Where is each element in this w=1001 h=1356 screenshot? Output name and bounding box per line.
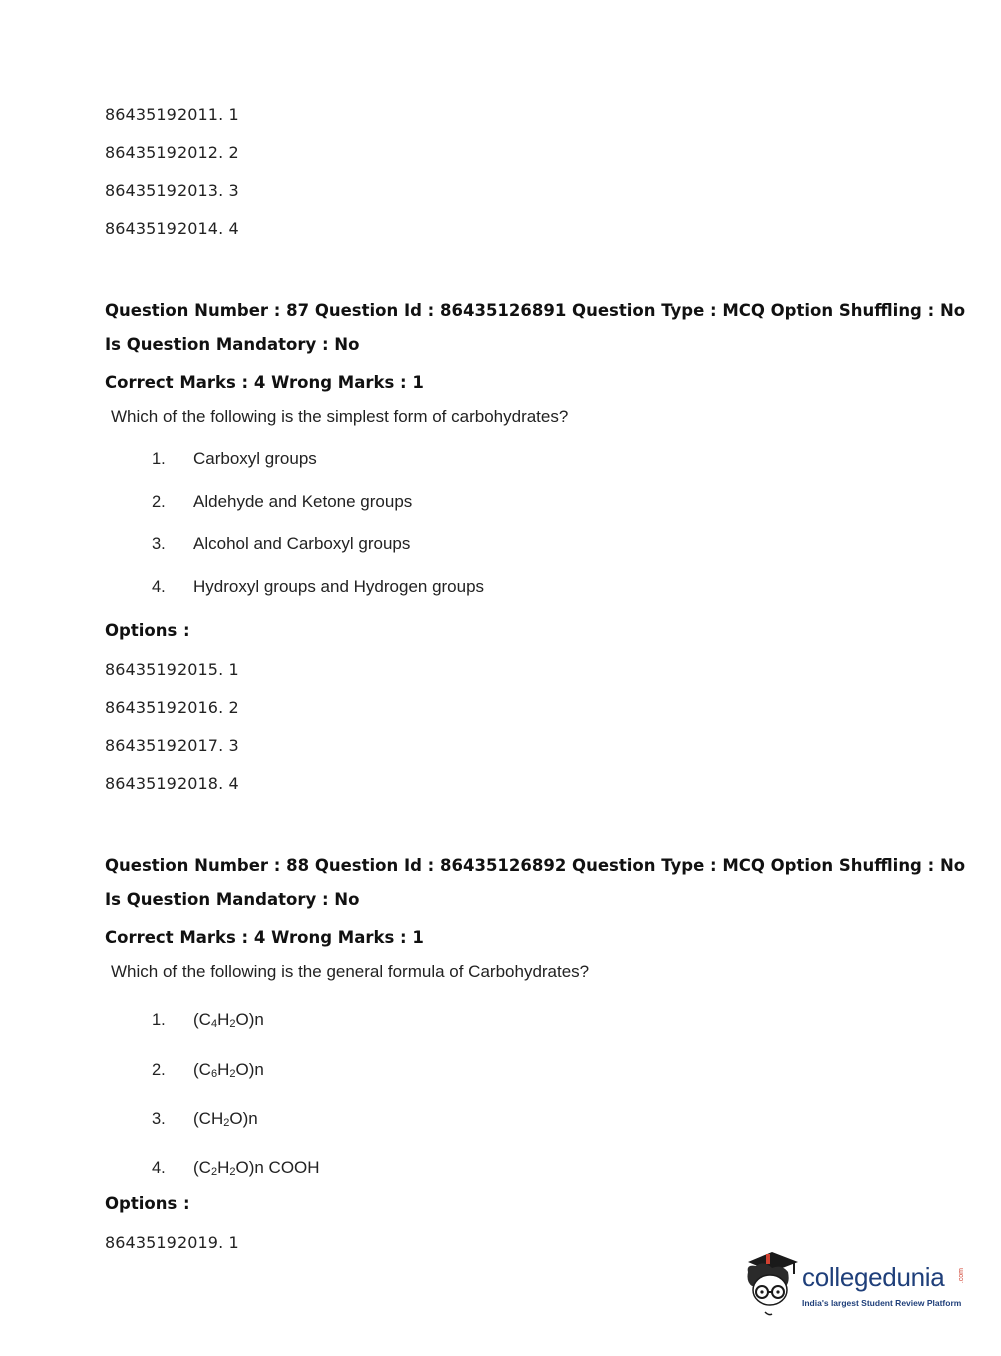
option-code-line: 86435192016. 2 <box>105 698 239 717</box>
option-code-line: 86435192017. 3 <box>105 736 239 755</box>
question-88-text: Which of the following is the general formula of Carbohydrates? <box>111 962 590 981</box>
options-label: Options : <box>105 621 190 640</box>
option-code-line: 86435192011. 1 <box>105 105 239 124</box>
choice-number: 2. <box>152 1061 166 1079</box>
question-88-marks: Correct Marks : 4 Wrong Marks : 1 <box>105 928 424 947</box>
option-code-line: 86435192019. 1 <box>105 1233 239 1252</box>
question-87-text: Which of the following is the simplest form of carbohydrates? <box>111 407 569 426</box>
choice-number: 1. <box>152 450 166 468</box>
option-code-line: 86435192018. 4 <box>105 774 239 793</box>
choice-number: 4. <box>152 1159 166 1177</box>
collegedunia-logo <box>742 1250 972 1320</box>
choice-formula: $(CH_2O)n$ <box>193 1109 258 1129</box>
choice-number: 3. <box>152 535 166 553</box>
question-88-meta: Question Number : 88 Question Id : 86435126892 Question Type : MCQ Option Shuffling : No <box>105 856 966 875</box>
option-code-line: 86435192015. 1 <box>105 660 239 679</box>
choice-text: Hydroxyl groups and Hydrogen groups <box>193 577 485 596</box>
choice-number: 1. <box>152 1011 166 1029</box>
choice-text: Carboxyl groups <box>193 449 317 468</box>
logo-com-suffix: .com <box>958 1268 965 1284</box>
choice-text: Alcohol and Carboxyl groups <box>193 534 411 553</box>
mascot-icon <box>742 1250 802 1320</box>
option-code-line: 86435192013. 3 <box>105 181 239 200</box>
question-87-meta: Question Number : 87 Question Id : 86435126891 Question Type : MCQ Option Shuffling : No <box>105 301 966 320</box>
choice-formula: $(C_2H_2O)n$ COOH <box>193 1158 320 1178</box>
option-code-line: 86435192012. 2 <box>105 143 239 162</box>
question-88-mandatory: Is Question Mandatory : No <box>105 890 360 909</box>
choice-text: Aldehyde and Ketone groups <box>193 492 413 511</box>
choice-number: 3. <box>152 1110 166 1128</box>
choice-number: 2. <box>152 493 166 511</box>
options-label: Options : <box>105 1194 190 1213</box>
choice-number: 4. <box>152 578 166 596</box>
choice-formula: $(C_4H_2O)n$ <box>193 1010 264 1030</box>
choice-formula: $(C_6H_2O)n$ <box>193 1060 264 1080</box>
question-87-marks: Correct Marks : 4 Wrong Marks : 1 <box>105 373 424 392</box>
question-87-mandatory: Is Question Mandatory : No <box>105 335 360 354</box>
logo-wordmark: collegedunia <box>802 1262 945 1292</box>
logo-tagline: India's largest Student Review Platform <box>802 1298 962 1308</box>
option-code-line: 86435192014. 4 <box>105 219 239 238</box>
